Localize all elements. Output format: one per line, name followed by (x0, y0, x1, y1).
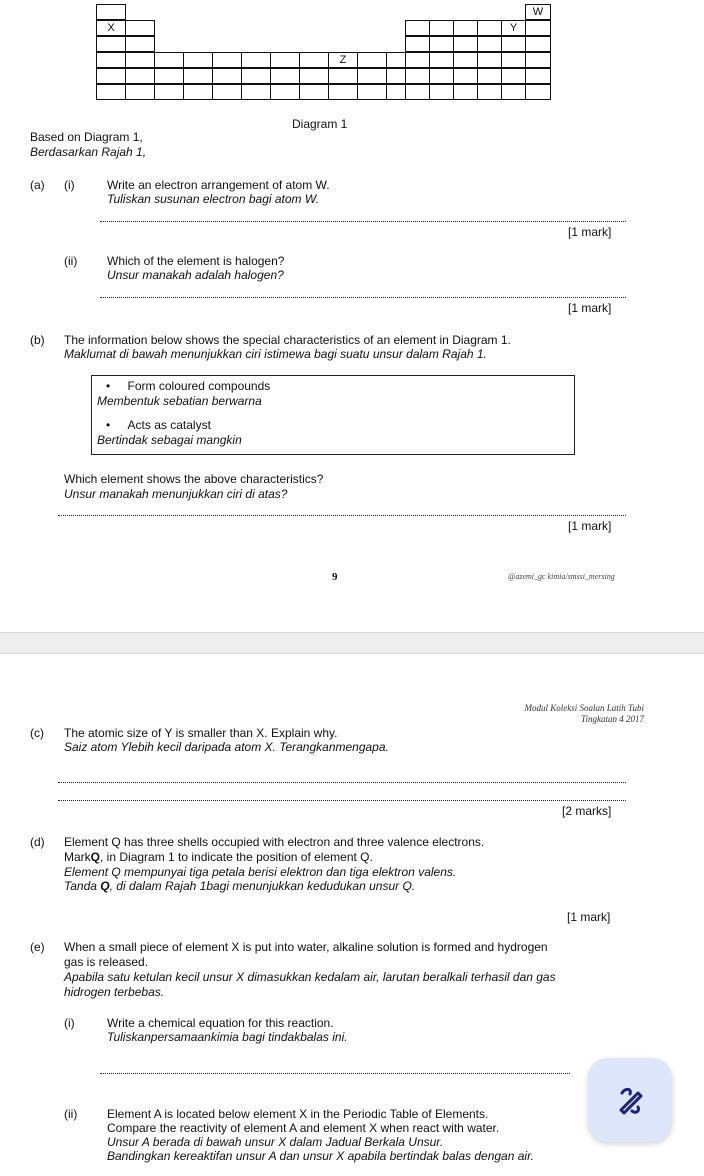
table-cell[interactable] (96, 4, 126, 20)
table-cell[interactable] (241, 52, 271, 68)
question-e-ii-text-ms: Unsur A berada di bawah unsur X dalam Jadual Berkala Unsur. (107, 1135, 444, 1149)
table-cell[interactable] (429, 36, 454, 52)
table-cell[interactable] (154, 68, 184, 84)
table-cell[interactable] (270, 52, 300, 68)
table-cell[interactable] (501, 36, 526, 52)
table-cell[interactable] (125, 20, 155, 36)
box-item-1-ms: Membentuk sebatian berwarna (97, 394, 262, 408)
table-cell[interactable] (154, 84, 184, 100)
edit-pencil-icon (610, 1080, 650, 1120)
marks-a-ii: [1 mark] (568, 301, 612, 315)
box-item-2-en: Acts as catalyst (127, 418, 211, 432)
question-a-i-label: (i) (64, 178, 75, 192)
question-b-question-ms: Unsur manakah menunjukkan ciri di atas? (64, 487, 288, 501)
question-b-text: The information below shows the special characteristics of an element in Diagram 1. (64, 333, 511, 347)
marks-c: [2 marks] (562, 804, 612, 818)
table-cell[interactable] (525, 52, 551, 68)
intro-en: Based on Diagram 1, (30, 130, 143, 144)
question-b-question: Which element shows the above characteristics? (64, 472, 324, 486)
element-cell-z[interactable] (328, 52, 358, 68)
answer-line-a-ii[interactable] (100, 297, 626, 298)
question-c-text: The atomic size of Y is smaller than X. Explain why. (64, 726, 338, 740)
marks-d: [1 mark] (567, 910, 611, 924)
table-cell[interactable] (525, 68, 551, 84)
question-c-label: (c) (30, 726, 44, 740)
table-cell[interactable] (429, 52, 454, 68)
question-a-ii-text-ms: Unsur manakah adalah halogen? (107, 268, 284, 282)
table-cell[interactable] (357, 52, 387, 68)
table-cell[interactable] (477, 36, 502, 52)
question-b-text-ms: Maklumat di bawah menunjukkan ciri istimewa bagi suatu unsur dalam Rajah 1. (64, 347, 487, 361)
table-cell[interactable] (525, 20, 551, 36)
table-cell[interactable] (453, 52, 478, 68)
page-number: 9 (332, 571, 338, 583)
question-e-text: When a small piece of element X is put into water, alkaline solution is formed and hydrogen (64, 940, 548, 954)
table-cell[interactable] (299, 84, 329, 100)
answer-line-b[interactable] (58, 515, 626, 516)
table-cell[interactable] (405, 20, 430, 36)
element-cell-y[interactable] (501, 20, 526, 36)
table-cell[interactable] (96, 84, 126, 100)
element-cell-w[interactable] (525, 4, 551, 20)
bullet-icon: • (106, 418, 111, 432)
header-line-1: Modul Koleksi Soalan Latih Tubi (524, 703, 644, 713)
table-cell[interactable] (501, 84, 526, 100)
table-cell[interactable] (241, 68, 271, 84)
question-e-text-2: gas is released. (64, 955, 149, 969)
question-c-text-ms: Saiz atom Ylebih kecil daripada atom X. Terangkanmengapa. (64, 740, 389, 754)
question-e-ii-label: (ii) (64, 1107, 78, 1121)
question-a-ii-label: (ii) (64, 254, 78, 268)
table-cell[interactable] (241, 84, 271, 100)
marks-b: [1 mark] (568, 519, 612, 533)
element-symbol: X (107, 22, 115, 34)
question-b-label: (b) (30, 333, 45, 347)
box-item-1-en: Form coloured compounds (127, 379, 271, 393)
table-cell[interactable] (125, 52, 155, 68)
question-e-text-ms: Apabila satu ketulan kecil unsur X dimasukkan kedalam air, larutan beralkali terhasil dan gas (64, 970, 556, 984)
table-cell[interactable] (405, 52, 430, 68)
diagram-caption: Diagram 1 (292, 117, 348, 131)
table-cell[interactable] (405, 84, 430, 100)
question-e-i-label: (i) (64, 1016, 75, 1030)
question-e-ii-text-ms-2: Bandingkan kereaktifan unsur A dan unsur X apabila bertindak balas dengan air. (107, 1149, 534, 1163)
table-cell[interactable] (477, 68, 502, 84)
table-cell[interactable] (477, 20, 502, 36)
table-cell[interactable] (183, 68, 213, 84)
table-cell[interactable] (96, 68, 126, 84)
table-cell[interactable] (96, 36, 126, 52)
question-d-text-ms: Element Q mempunyai tiga petala berisi elektron dan tiga elektron valens. (64, 865, 457, 879)
question-e-i-text-ms: Tuliskanpersamaankimia bagi tindakbalas ini. (107, 1030, 348, 1044)
edit-fab-button[interactable] (588, 1058, 672, 1142)
table-cell[interactable] (453, 20, 478, 36)
question-d-text-2: MarkQ, in Diagram 1 to indicate the position of element Q. (64, 850, 373, 864)
question-d-text-ms-2: Tanda Q, di dalam Rajah 1bagi menunjukkan kedudukan unsur Q. (64, 879, 416, 893)
table-cell[interactable] (453, 84, 478, 100)
table-cell[interactable] (525, 36, 551, 52)
page-separator (0, 632, 704, 654)
question-e-ii-text: Element A is located below element X in the Periodic Table of Elements. (107, 1107, 489, 1121)
table-cell[interactable] (125, 68, 155, 84)
table-cell[interactable] (125, 84, 155, 100)
header-line-2: Tingkatan 4 2017 (580, 714, 644, 724)
answer-line-a-i[interactable] (100, 221, 626, 222)
question-e-label: (e) (30, 940, 45, 954)
table-cell[interactable] (453, 68, 478, 84)
table-cell[interactable] (183, 52, 213, 68)
question-a-label: (a) (30, 178, 45, 192)
table-cell[interactable] (501, 68, 526, 84)
answer-line-c-1[interactable] (58, 782, 626, 783)
footer-credit: @azemi_gc kimia/smssi_mersing (508, 572, 615, 581)
table-cell[interactable] (212, 68, 242, 84)
table-cell[interactable] (453, 36, 478, 52)
box-item-1 (106, 379, 270, 393)
table-cell[interactable] (96, 52, 126, 68)
table-cell[interactable] (357, 84, 387, 100)
table-cell[interactable] (270, 68, 300, 84)
bullet-icon: • (106, 379, 111, 393)
box-item-2-ms: Bertindak sebagai mangkin (97, 433, 242, 447)
table-cell[interactable] (477, 84, 502, 100)
question-e-i-text: Write a chemical equation for this reaction. (107, 1016, 334, 1030)
question-a-i-text: Write an electron arrangement of atom W. (107, 178, 330, 192)
table-cell[interactable] (525, 84, 551, 100)
table-cell[interactable] (212, 52, 242, 68)
table-cell[interactable] (429, 68, 454, 84)
box-item-2 (106, 418, 211, 432)
element-symbol: W (532, 6, 544, 18)
element-symbol: Y (509, 22, 518, 34)
table-cell[interactable] (183, 84, 213, 100)
table-cell[interactable] (405, 36, 430, 52)
table-cell[interactable] (299, 68, 329, 84)
table-cell[interactable] (357, 68, 387, 84)
answer-line-e-i[interactable] (100, 1073, 570, 1074)
table-cell[interactable] (328, 68, 358, 84)
table-cell[interactable] (501, 52, 526, 68)
periodic-table-diagram[interactable] (0, 0, 704, 118)
table-cell[interactable] (477, 52, 502, 68)
answer-line-c-2[interactable] (58, 800, 626, 801)
table-cell[interactable] (299, 52, 329, 68)
table-cell[interactable] (270, 84, 300, 100)
question-e-ii-text-2: Compare the reactivity of element A and element X when react with water. (107, 1121, 500, 1135)
marks-a-i: [1 mark] (568, 225, 612, 239)
intro-ms: Berdasarkan Rajah 1, (30, 145, 147, 159)
question-a-ii-text: Which of the element is halogen? (107, 254, 285, 268)
table-cell[interactable] (429, 84, 454, 100)
table-cell[interactable] (405, 68, 430, 84)
element-cell-x[interactable] (96, 20, 126, 36)
table-cell[interactable] (154, 52, 184, 68)
element-symbol: Z (339, 54, 347, 66)
table-cell[interactable] (212, 84, 242, 100)
characteristics-box (91, 375, 575, 455)
table-cell[interactable] (328, 84, 358, 100)
table-cell[interactable] (125, 36, 155, 52)
table-cell[interactable] (429, 20, 454, 36)
question-d-label: (d) (30, 835, 45, 849)
question-e-text-ms-2: hidrogen terbebas. (64, 985, 165, 999)
question-a-i-text-ms: Tuliskan susunan electron bagi atom W. (107, 192, 320, 206)
question-d-text: Element Q has three shells occupied with electron and three valence electrons. (64, 835, 485, 849)
